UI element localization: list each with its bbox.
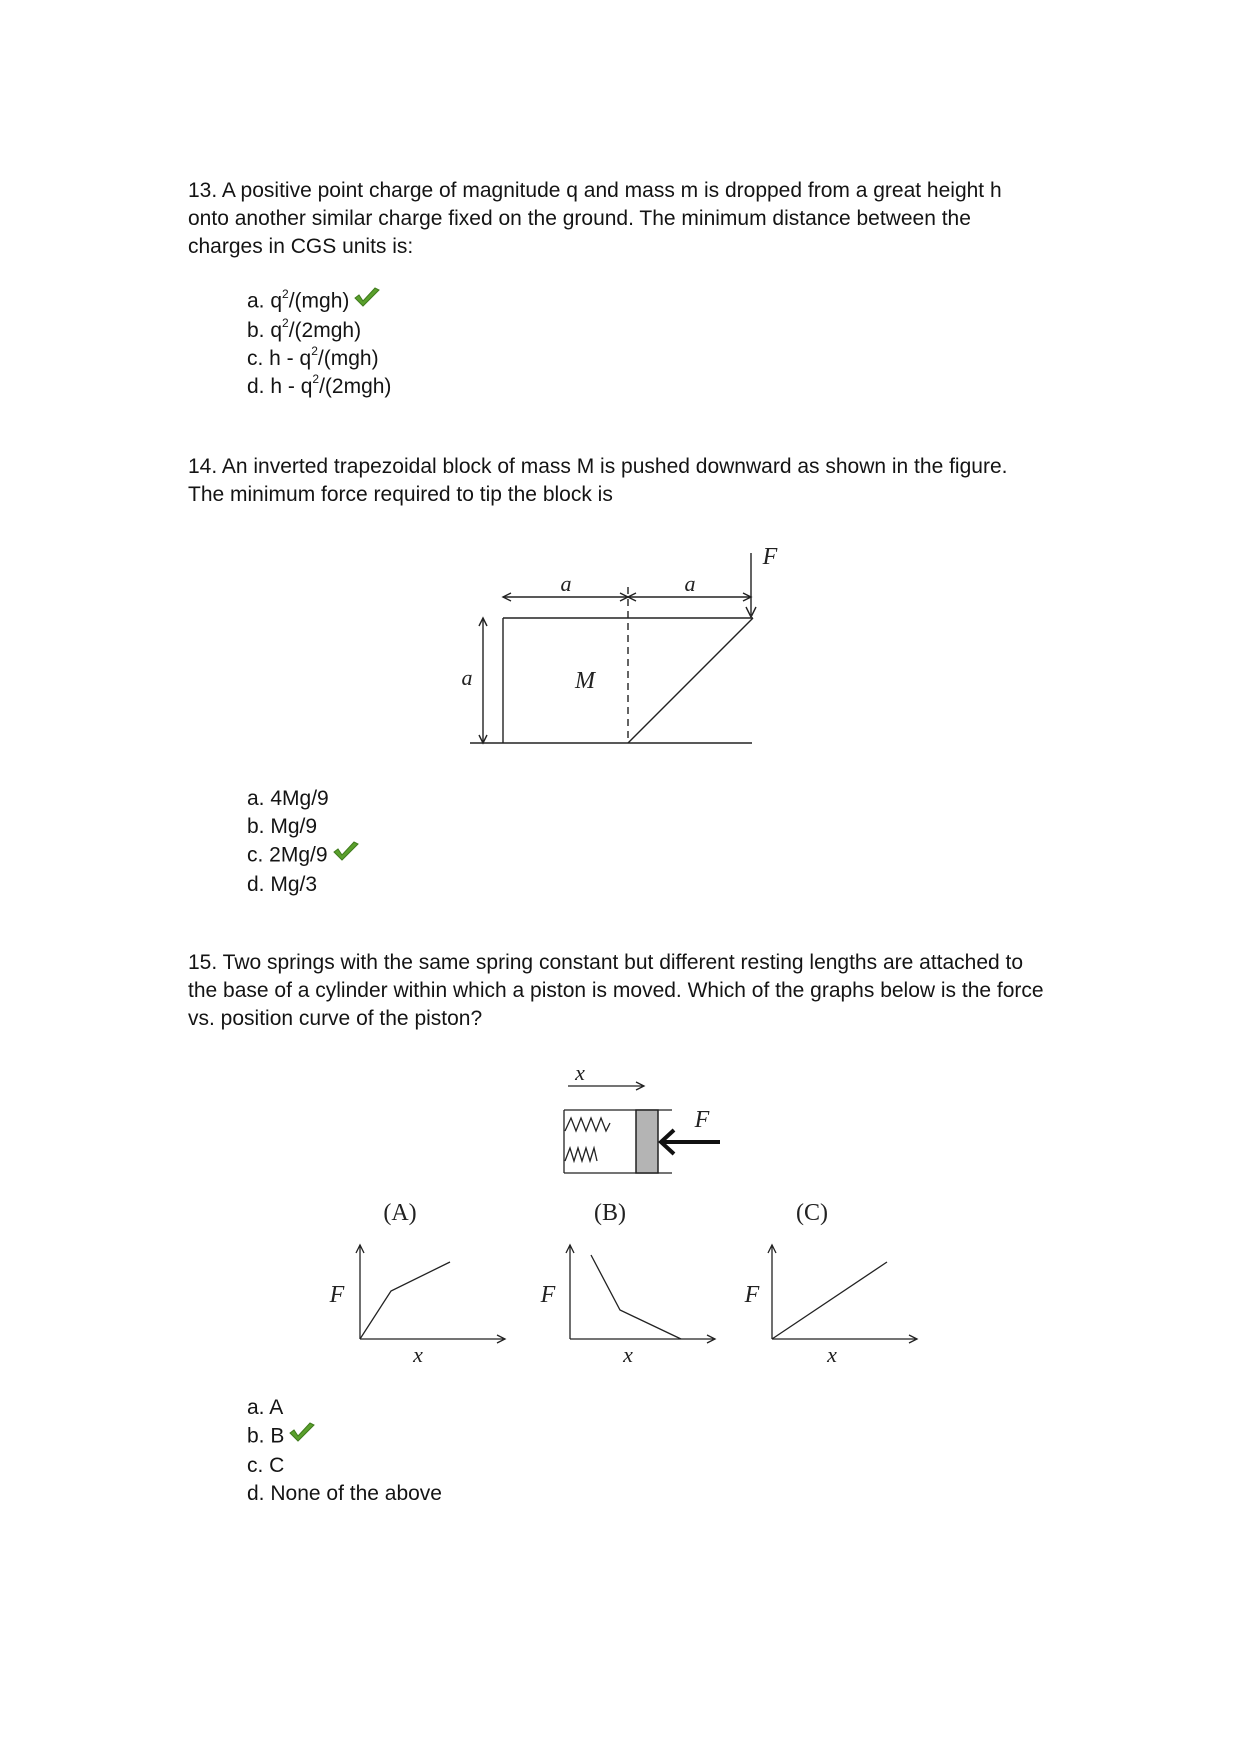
graph-b-xlabel: x [623, 1342, 633, 1367]
graph-b-title: (B) [594, 1200, 626, 1226]
option-item: d. h - $q^2/(2mgh)$ [247, 372, 392, 398]
piston [636, 1110, 658, 1173]
spring-short [565, 1148, 597, 1161]
graph-a-xlabel: x [413, 1342, 423, 1367]
option-item: c. h - $q^2/(mgh)$ [247, 344, 379, 370]
label-a-side: a [461, 665, 473, 690]
label-a-left: a [560, 571, 572, 596]
graph-a-curve [360, 1262, 450, 1339]
question-14-options [247, 785, 360, 899]
label-mass: M [575, 668, 595, 694]
question-13-options [247, 287, 391, 401]
option-item: d. None of the above [247, 1482, 442, 1505]
block-slanted-edge [628, 618, 753, 743]
label-force: F [762, 544, 778, 570]
spring-long [565, 1118, 610, 1131]
graph-c-curve [772, 1262, 887, 1339]
question-15-text: 15. Two springs with the same spring constant but different resting lengths are attached to the base of a cylinder within which a piston is moved. Which of the graphs below is the force vs. position curve of the piston? [188, 951, 1044, 1030]
option-item: b. B [247, 1422, 442, 1452]
label-x: x [575, 1063, 585, 1085]
correct-check-icon [288, 1422, 316, 1452]
graph-c-title: (C) [796, 1200, 828, 1226]
graph-c-ylabel: F [744, 1282, 760, 1308]
graph-b [566, 1245, 715, 1343]
graph-a [356, 1245, 505, 1343]
piston-cylinder-figure [550, 1063, 740, 1183]
option-item: a. 4Mg/9 [247, 787, 329, 810]
correct-check-icon [353, 287, 381, 317]
correct-check-icon [332, 841, 360, 871]
option-item: b. $q^2/(2mgh)$ [247, 316, 362, 342]
option-item: b. Mg/9 [247, 815, 318, 838]
trapezoid-block-figure [440, 535, 800, 755]
graph-c-xlabel: x [827, 1342, 837, 1367]
graph-a-title: (A) [383, 1200, 417, 1226]
graph-c [768, 1245, 917, 1343]
question-13-text: 13. A positive point charge of magnitude q and mass m is dropped from a great height h onto another similar charge fixed on the ground. The minimum distance between the charges in CGS units is: [188, 179, 1002, 258]
graph-a-ylabel: F [329, 1282, 345, 1308]
option-item: c. 2Mg/9 [247, 841, 360, 871]
option-item: d. Mg/3 [247, 873, 318, 896]
option-item: a. $q^2/(mgh)$ [247, 287, 391, 317]
force-position-graphs [315, 1190, 935, 1370]
label-force: F [694, 1107, 710, 1133]
option-item: a. A [247, 1396, 284, 1419]
question-15-options [247, 1394, 442, 1508]
option-item: c. C [247, 1454, 285, 1477]
graph-b-curve [591, 1255, 681, 1339]
question-14-text: 14. An inverted trapezoidal block of mass M is pushed downward as shown in the figure. The minimum force required to tip the block is [188, 455, 1008, 506]
graph-b-ylabel: F [540, 1282, 556, 1308]
label-a-right: a [684, 571, 696, 596]
